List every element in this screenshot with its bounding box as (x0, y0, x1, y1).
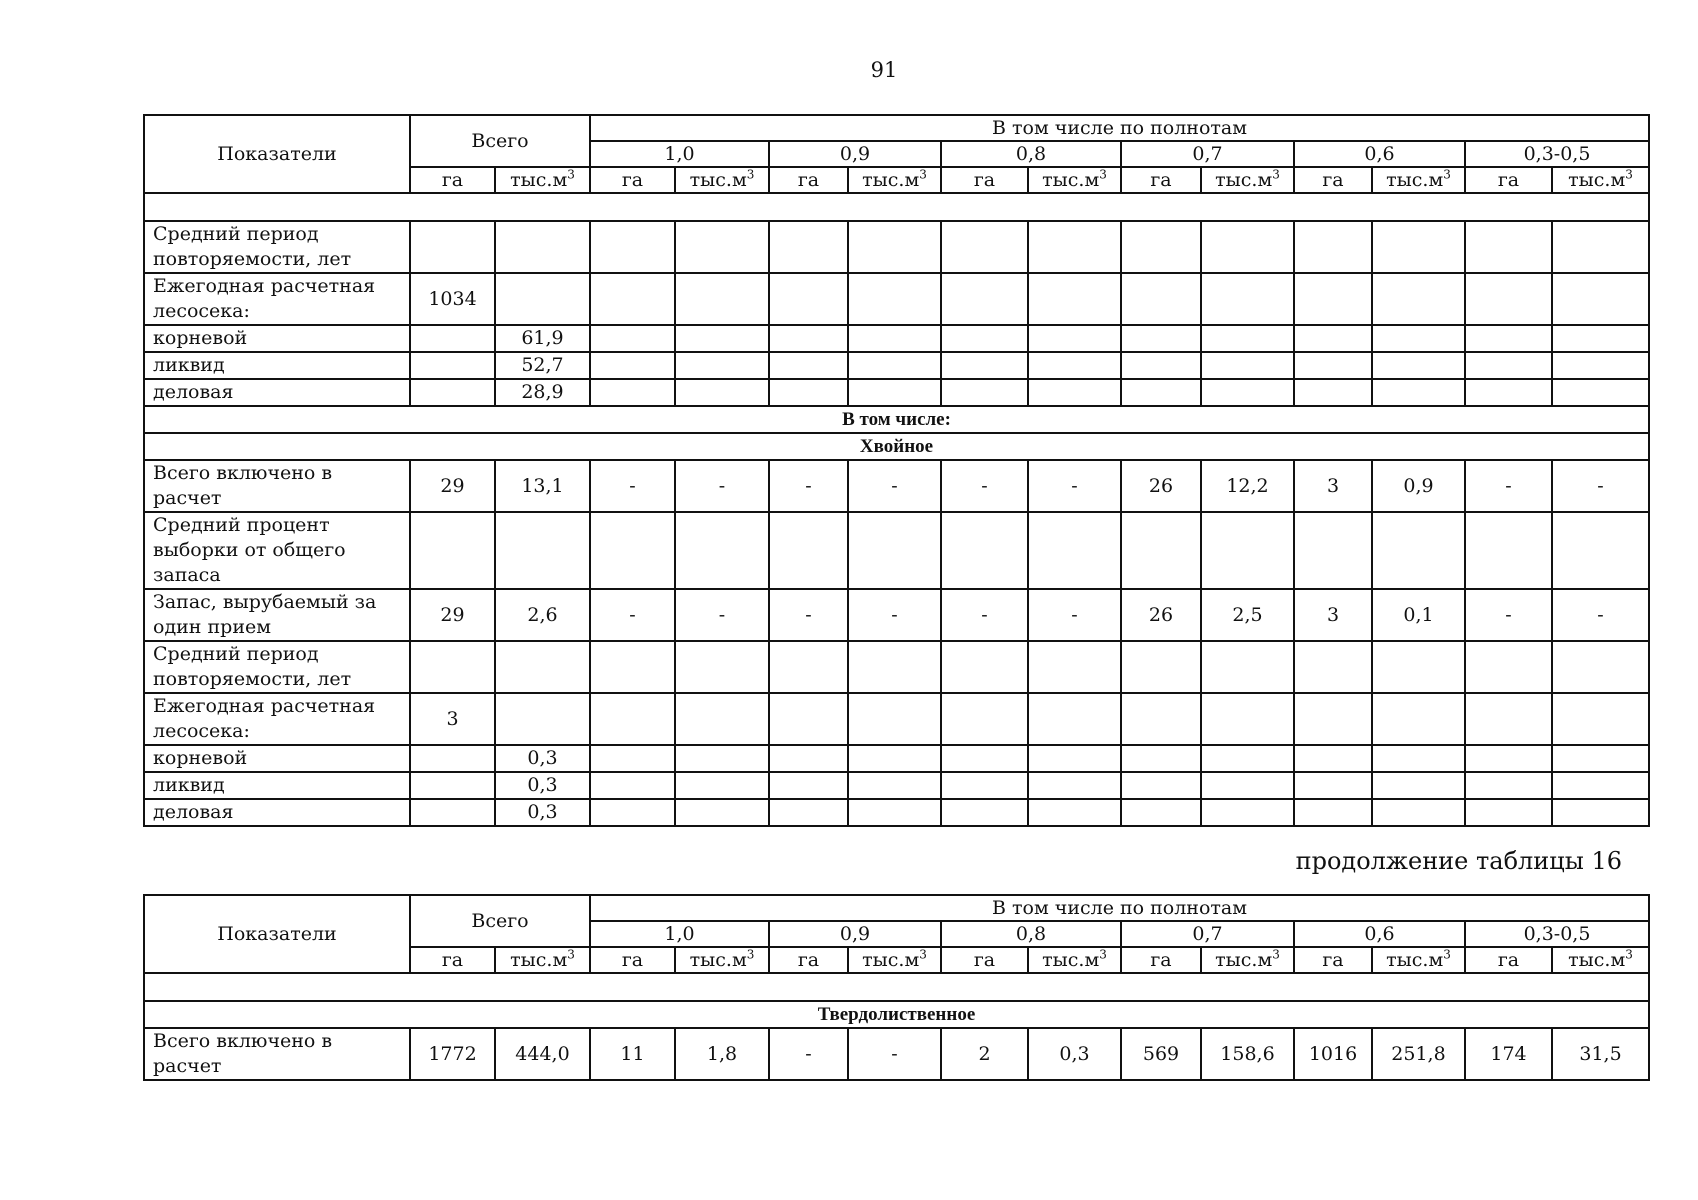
table-cell (495, 693, 590, 745)
table-cell (769, 325, 848, 352)
table-cell (1552, 745, 1649, 772)
table-cell (1294, 745, 1372, 772)
unit-volume: $тыс.м^3$ (1201, 947, 1294, 973)
table-cell: 26 (1121, 589, 1201, 641)
table-cell: 29 (410, 460, 495, 512)
table-row (144, 745, 1649, 772)
table-cell (675, 745, 769, 772)
unit-volume: $тыс.м^3$ (848, 947, 941, 973)
unit-volume: $тыс.м^3$ (675, 167, 769, 193)
table-cell (769, 512, 848, 589)
table-cell (495, 512, 590, 589)
section-heading: Твердолиственное (144, 1001, 1649, 1028)
table-cell: 0,3 (495, 745, 590, 772)
table-cell: 1016 (1294, 1028, 1372, 1080)
table-cell (1465, 745, 1552, 772)
table-cell: 2,5 (1201, 589, 1294, 641)
table-cell (941, 641, 1028, 693)
table-cell (1121, 641, 1201, 693)
table-cell: 61,9 (495, 325, 590, 352)
table-cell (1028, 221, 1121, 273)
table-cell: 13,1 (495, 460, 590, 512)
table-cell (769, 379, 848, 406)
row-label: Средний период повторяемости, лет (144, 221, 410, 273)
table-cell (1028, 512, 1121, 589)
table-cell (1201, 352, 1294, 379)
table-cell (1552, 379, 1649, 406)
table-cell (590, 799, 675, 826)
unit-volume: $тыс.м^3$ (675, 947, 769, 973)
table-cell (590, 325, 675, 352)
table-cell (1121, 799, 1201, 826)
density-table-1 (143, 114, 1650, 827)
table-cell (1465, 379, 1552, 406)
table-cell: - (848, 460, 941, 512)
header-density: 0,9 (769, 141, 941, 167)
table-cell (1294, 221, 1372, 273)
table-cell: - (769, 1028, 848, 1080)
table-cell (1294, 772, 1372, 799)
table1-header (144, 115, 1649, 221)
table-cell (1294, 799, 1372, 826)
table-row (144, 273, 1649, 325)
unit-ha: га (590, 947, 675, 973)
row-label: Ежегодная расчетная лесосека: (144, 693, 410, 745)
table-cell: - (1465, 460, 1552, 512)
row-label: Всего включено в расчет (144, 460, 410, 512)
row-label: Ежегодная расчетная лесосека: (144, 273, 410, 325)
table-cell: 2 (941, 1028, 1028, 1080)
unit-ha: га (410, 167, 495, 193)
table-cell (1294, 352, 1372, 379)
table-cell (1028, 325, 1121, 352)
spacer-row (144, 973, 1649, 1001)
table-cell (1201, 512, 1294, 589)
table-cell (1372, 745, 1465, 772)
table-cell: 174 (1465, 1028, 1552, 1080)
table-cell: - (1465, 589, 1552, 641)
table-cell: 569 (1121, 1028, 1201, 1080)
table-cell (1465, 512, 1552, 589)
table-cell: - (590, 589, 675, 641)
table-cell (1465, 273, 1552, 325)
table-cell (848, 799, 941, 826)
unit-volume: $тыс.м^3$ (1552, 947, 1649, 973)
table-cell: - (769, 589, 848, 641)
table-cell (1201, 745, 1294, 772)
table-cell (1372, 641, 1465, 693)
header-total: Всего (410, 115, 590, 167)
table-cell: - (590, 460, 675, 512)
table-cell (1372, 799, 1465, 826)
table-cell (769, 273, 848, 325)
table-cell (675, 325, 769, 352)
table-cell: 251,8 (1372, 1028, 1465, 1080)
unit-volume: $тыс.м^3$ (1372, 947, 1465, 973)
table-cell: - (1552, 589, 1649, 641)
table-cell (675, 512, 769, 589)
table-cell (590, 512, 675, 589)
row-label: корневой (144, 745, 410, 772)
table-cell (1028, 379, 1121, 406)
table-cell (675, 221, 769, 273)
table-cell (675, 379, 769, 406)
table-cell (590, 379, 675, 406)
table-cell (1465, 799, 1552, 826)
table-cell: - (1028, 460, 1121, 512)
table-cell: 1772 (410, 1028, 495, 1080)
table-cell: 31,5 (1552, 1028, 1649, 1080)
unit-volume: $тыс.м^3$ (1372, 167, 1465, 193)
table-cell (1552, 512, 1649, 589)
table-cell (941, 352, 1028, 379)
table-cell: 52,7 (495, 352, 590, 379)
row-label: деловая (144, 379, 410, 406)
row-label: Средний период повторяемости, лет (144, 641, 410, 693)
table-cell: - (848, 589, 941, 641)
header-indicator: Показатели (144, 115, 410, 193)
header-density: 0,8 (941, 921, 1121, 947)
table-cell (1465, 325, 1552, 352)
table-cell (1372, 325, 1465, 352)
table-cell: 3 (410, 693, 495, 745)
table-cell (1121, 693, 1201, 745)
table-cell (410, 352, 495, 379)
table-cell (941, 512, 1028, 589)
table-row (144, 512, 1649, 589)
table-cell (769, 772, 848, 799)
unit-volume: $тыс.м^3$ (1201, 167, 1294, 193)
header-density: 0,7 (1121, 921, 1294, 947)
table-cell (1465, 352, 1552, 379)
table-cell (848, 772, 941, 799)
table-cell (590, 273, 675, 325)
table-cell (848, 221, 941, 273)
table-cell (1121, 273, 1201, 325)
table-cell (941, 799, 1028, 826)
header-density: 0,3-0,5 (1465, 921, 1649, 947)
table-cell: 0,3 (495, 799, 590, 826)
unit-ha: га (1465, 947, 1552, 973)
table-cell (769, 221, 848, 273)
table-cell (1294, 641, 1372, 693)
table-cell (1372, 221, 1465, 273)
table-cell (1465, 693, 1552, 745)
table-cell (590, 221, 675, 273)
unit-ha: га (1121, 167, 1201, 193)
table-cell (1201, 799, 1294, 826)
table-cell (1372, 379, 1465, 406)
row-label: корневой (144, 325, 410, 352)
unit-ha: га (769, 947, 848, 973)
row-label: Запас, вырубаемый за один прием (144, 589, 410, 641)
header-density: 0,8 (941, 141, 1121, 167)
header-density: 1,0 (590, 141, 769, 167)
header-by-density: В том числе по полнотам (590, 115, 1649, 141)
table-cell: 158,6 (1201, 1028, 1294, 1080)
table-cell: 1034 (410, 273, 495, 325)
unit-ha: га (941, 167, 1028, 193)
table-cell (1028, 772, 1121, 799)
table1-body (144, 221, 1649, 406)
table-cell (1372, 352, 1465, 379)
unit-volume: $тыс.м^3$ (1552, 167, 1649, 193)
table-cell (1201, 325, 1294, 352)
table-cell (848, 325, 941, 352)
header-indicator: Показатели (144, 895, 410, 973)
table-cell (1465, 641, 1552, 693)
table-cell (1552, 641, 1649, 693)
table-cell: 444,0 (495, 1028, 590, 1080)
table-cell (1028, 745, 1121, 772)
unit-ha: га (410, 947, 495, 973)
table-cell (410, 641, 495, 693)
table-cell (1028, 352, 1121, 379)
table-row (144, 1028, 1649, 1080)
table-row (144, 772, 1649, 799)
table-cell (848, 745, 941, 772)
table-row (144, 352, 1649, 379)
unit-volume: $тыс.м^3$ (495, 167, 590, 193)
table-cell: - (769, 460, 848, 512)
table-cell (1201, 772, 1294, 799)
table-cell (1552, 799, 1649, 826)
table-row (144, 693, 1649, 745)
table-cell (1294, 379, 1372, 406)
table-cell: 28,9 (495, 379, 590, 406)
table-cell: - (675, 460, 769, 512)
table-cell (1201, 379, 1294, 406)
unit-ha: га (941, 947, 1028, 973)
header-density: 1,0 (590, 921, 769, 947)
header-density: 0,6 (1294, 141, 1465, 167)
table-cell (1465, 772, 1552, 799)
table-cell (941, 772, 1028, 799)
row-label: деловая (144, 799, 410, 826)
table-cell (1294, 512, 1372, 589)
table-cell (675, 641, 769, 693)
table-cell (769, 641, 848, 693)
table-row (144, 460, 1649, 512)
table-cell (675, 799, 769, 826)
table-cell (769, 745, 848, 772)
table-cell (848, 352, 941, 379)
table-cell (675, 352, 769, 379)
table-cell (1294, 693, 1372, 745)
table-cell (1028, 273, 1121, 325)
table-cell (1121, 379, 1201, 406)
table-cell: 26 (1121, 460, 1201, 512)
table-cell (941, 221, 1028, 273)
table-cell: 1,8 (675, 1028, 769, 1080)
table-cell (1294, 325, 1372, 352)
table-cell (410, 799, 495, 826)
table-cell: 0,3 (1028, 1028, 1121, 1080)
table-cell (410, 745, 495, 772)
table-cell: - (941, 460, 1028, 512)
table-cell: 11 (590, 1028, 675, 1080)
table-cell (1372, 693, 1465, 745)
table-cell (590, 352, 675, 379)
table-cell (769, 693, 848, 745)
table-cell: 29 (410, 589, 495, 641)
table-row (144, 325, 1649, 352)
table1-conifer-body (144, 460, 1649, 826)
table-cell (848, 693, 941, 745)
table-cell (1465, 221, 1552, 273)
unit-ha: га (1121, 947, 1201, 973)
table-cell (941, 693, 1028, 745)
table-cell (410, 325, 495, 352)
table-cell: 3 (1294, 460, 1372, 512)
table-cell (941, 745, 1028, 772)
table-cell (590, 745, 675, 772)
row-label: ликвид (144, 772, 410, 799)
table-cell: 12,2 (1201, 460, 1294, 512)
row-label: Всего включено в расчет (144, 1028, 410, 1080)
table-cell (675, 693, 769, 745)
unit-volume: $тыс.м^3$ (495, 947, 590, 973)
table-row (144, 221, 1649, 273)
unit-ha: га (1294, 167, 1372, 193)
table-cell (769, 352, 848, 379)
table-cell (1552, 221, 1649, 273)
header-density: 0,6 (1294, 921, 1465, 947)
table-cell (495, 273, 590, 325)
table-cell (848, 512, 941, 589)
table-row (144, 379, 1649, 406)
table-cell: - (1552, 460, 1649, 512)
table-row (144, 589, 1649, 641)
table-cell (410, 221, 495, 273)
table-cell (1372, 273, 1465, 325)
table-cell: - (848, 1028, 941, 1080)
table-cell (675, 772, 769, 799)
table-cell (1028, 641, 1121, 693)
table-cell (590, 693, 675, 745)
row-label: ликвид (144, 352, 410, 379)
table-cell (495, 641, 590, 693)
table-cell: 2,6 (495, 589, 590, 641)
table-cell: - (941, 589, 1028, 641)
header-density: 0,3-0,5 (1465, 141, 1649, 167)
header-by-density: В том числе по полнотам (590, 895, 1649, 921)
table-cell (941, 273, 1028, 325)
density-table-2 (143, 894, 1650, 1081)
table-cell (1372, 772, 1465, 799)
unit-ha: га (590, 167, 675, 193)
unit-volume: $тыс.м^3$ (848, 167, 941, 193)
table-cell (590, 641, 675, 693)
table-cell (1201, 693, 1294, 745)
unit-ha: га (1465, 167, 1552, 193)
table2-body (144, 1028, 1649, 1080)
row-label: Средний процент выборки от общего запаса (144, 512, 410, 589)
table-cell (1121, 221, 1201, 273)
table-cell (410, 379, 495, 406)
table-cell (1294, 273, 1372, 325)
table2-header (144, 895, 1649, 1028)
section-heading: В том числе: (144, 406, 1649, 433)
spacer-row (144, 193, 1649, 221)
table-cell (1121, 512, 1201, 589)
table-cell (848, 273, 941, 325)
unit-volume: $тыс.м^3$ (1028, 947, 1121, 973)
table-cell (1028, 799, 1121, 826)
table-row (144, 641, 1649, 693)
header-total: Всего (410, 895, 590, 947)
header-density: 0,7 (1121, 141, 1294, 167)
header-density: 0,9 (769, 921, 941, 947)
table-cell: 0,1 (1372, 589, 1465, 641)
table-cell (1552, 352, 1649, 379)
unit-volume: $тыс.м^3$ (1028, 167, 1121, 193)
section-heading: Хвойное (144, 433, 1649, 460)
table-cell (1121, 745, 1201, 772)
page-number: 91 (870, 58, 898, 82)
table-cell (848, 641, 941, 693)
table-cell: 0,9 (1372, 460, 1465, 512)
table-cell: - (675, 589, 769, 641)
table-cell (1552, 772, 1649, 799)
table-cell: 0,3 (495, 772, 590, 799)
table-cell: 3 (1294, 589, 1372, 641)
table-cell (769, 799, 848, 826)
table-cell (410, 772, 495, 799)
continuation-label: продолжение таблицы 16 (1295, 847, 1622, 875)
table-cell (848, 379, 941, 406)
table-cell (941, 379, 1028, 406)
table-cell (1121, 325, 1201, 352)
table-cell (1552, 325, 1649, 352)
table-cell (941, 325, 1028, 352)
table-cell (1201, 273, 1294, 325)
table-cell (1028, 693, 1121, 745)
table-cell (1552, 273, 1649, 325)
table-cell (1552, 693, 1649, 745)
table-row (144, 799, 1649, 826)
unit-ha: га (769, 167, 848, 193)
table-cell (1372, 512, 1465, 589)
unit-ha: га (1294, 947, 1372, 973)
table-cell (410, 512, 495, 589)
table-cell (1121, 772, 1201, 799)
table-cell (675, 273, 769, 325)
table-cell (590, 772, 675, 799)
table-cell (1201, 221, 1294, 273)
table-cell (1201, 641, 1294, 693)
table-cell (495, 221, 590, 273)
table-cell: - (1028, 589, 1121, 641)
table1-sections (144, 406, 1649, 460)
table-cell (1121, 352, 1201, 379)
